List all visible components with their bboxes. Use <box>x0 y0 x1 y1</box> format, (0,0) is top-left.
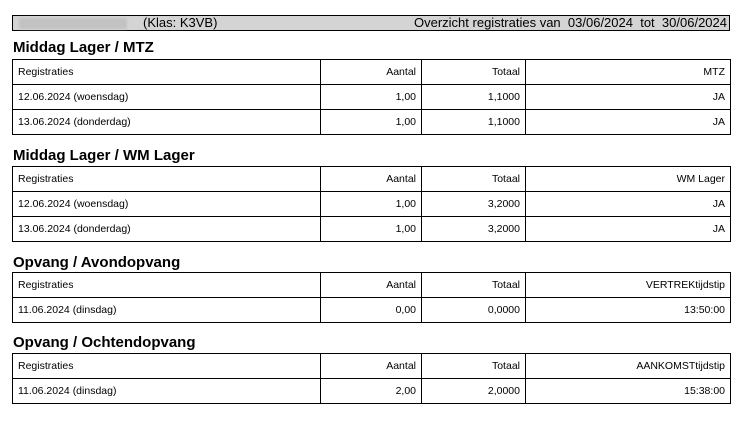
table-row <box>13 298 731 323</box>
table-ochtendopvang <box>12 353 731 404</box>
column-header: Aantal <box>321 354 422 379</box>
table-row <box>13 192 731 217</box>
table-wm-lager <box>12 166 731 242</box>
date-range <box>414 16 727 30</box>
table-mtz <box>12 59 731 135</box>
cell-value: 13:50:00 <box>526 298 731 323</box>
section-title-mtz: Middag Lager / MTZ <box>13 39 154 56</box>
cell-totaal: 1,1000 <box>422 85 526 110</box>
column-header: WM Lager <box>526 167 731 192</box>
section-title-wm-lager: Middag Lager / WM Lager <box>13 147 195 164</box>
cell-totaal: 2,0000 <box>422 379 526 404</box>
column-header: AANKOMSTtijdstip <box>526 354 731 379</box>
report-header <box>12 15 730 31</box>
range-label: Overzicht registraties van <box>414 15 561 30</box>
date-from: 03/06/2024 <box>567 15 633 30</box>
column-header: Totaal <box>422 273 526 298</box>
column-header: Registraties <box>13 60 321 85</box>
column-header: Totaal <box>422 354 526 379</box>
cell-value: JA <box>526 85 731 110</box>
column-header: Registraties <box>13 273 321 298</box>
cell-aantal: 2,00 <box>321 379 422 404</box>
column-header: VERTREKtijdstip <box>526 273 731 298</box>
cell-totaal: 0,0000 <box>422 298 526 323</box>
cell-totaal: 3,2000 <box>422 217 526 242</box>
column-header: Aantal <box>321 167 422 192</box>
table-row <box>13 379 731 404</box>
cell-date: 13.06.2024 (donderdag) <box>13 217 321 242</box>
table-header-row <box>13 167 731 192</box>
class-label: (Klas: K3VB) <box>143 15 218 30</box>
section-title-avondopvang: Opvang / Avondopvang <box>13 254 181 271</box>
cell-value: JA <box>526 192 731 217</box>
column-header: Totaal <box>422 60 526 85</box>
cell-aantal: 1,00 <box>321 85 422 110</box>
cell-date: 13.06.2024 (donderdag) <box>13 110 321 135</box>
cell-value: JA <box>526 217 731 242</box>
table-row <box>13 217 731 242</box>
column-header: Registraties <box>13 354 321 379</box>
column-header: Registraties <box>13 167 321 192</box>
date-to: 30/06/2024 <box>661 15 727 30</box>
column-header: Aantal <box>321 60 422 85</box>
table-row <box>13 110 731 135</box>
cell-aantal: 1,00 <box>321 110 422 135</box>
column-header: MTZ <box>526 60 731 85</box>
table-header-row <box>13 60 731 85</box>
cell-value: 15:38:00 <box>526 379 731 404</box>
redacted-student-name <box>19 18 127 29</box>
cell-totaal: 1,1000 <box>422 110 526 135</box>
table-row <box>13 85 731 110</box>
cell-totaal: 3,2000 <box>422 192 526 217</box>
section-title-ochtendopvang: Opvang / Ochtendopvang <box>13 334 196 351</box>
cell-date: 11.06.2024 (dinsdag) <box>13 379 321 404</box>
column-header: Aantal <box>321 273 422 298</box>
table-header-row <box>13 354 731 379</box>
cell-aantal: 0,00 <box>321 298 422 323</box>
table-avondopvang <box>12 272 731 323</box>
column-header: Totaal <box>422 167 526 192</box>
table-header-row <box>13 273 731 298</box>
cell-aantal: 1,00 <box>321 217 422 242</box>
cell-value: JA <box>526 110 731 135</box>
cell-date: 12.06.2024 (woensdag) <box>13 192 321 217</box>
cell-aantal: 1,00 <box>321 192 422 217</box>
range-separator: tot <box>640 15 655 30</box>
cell-date: 12.06.2024 (woensdag) <box>13 85 321 110</box>
cell-date: 11.06.2024 (dinsdag) <box>13 298 321 323</box>
